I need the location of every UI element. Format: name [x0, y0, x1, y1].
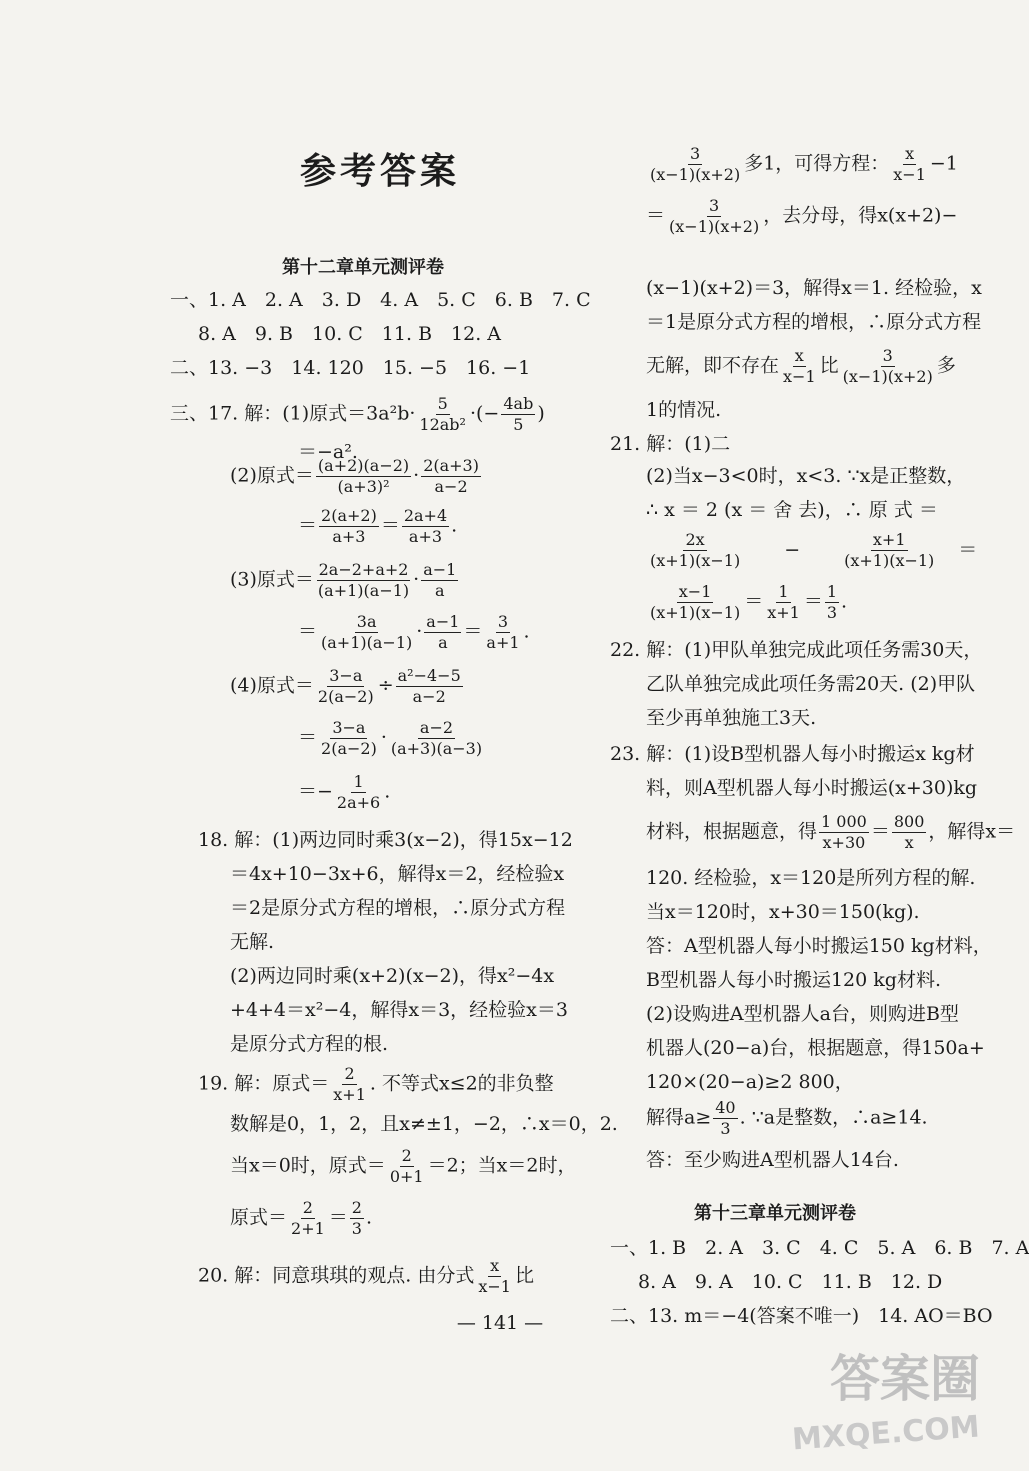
equation-line: ＝− $\frac{1}{2a+6}$ . [298, 772, 391, 812]
answer-line: 21. 解：(1)二 [610, 433, 731, 455]
answer-line: B型机器人每小时搬运120 kg材料. [646, 969, 941, 991]
answer-line: (2)两边同时乘(x+2)(x−2)，得x²−4x [230, 965, 555, 987]
answer-line: ＝4x+10−3x+6，解得x＝2，经检验x [230, 863, 565, 885]
watermark-logo: 答案圈 [830, 1350, 980, 1408]
equation-line: 当x＝0时，原式＝ $\frac{2}{0+1}$ ＝2；当x＝2时， [230, 1146, 577, 1186]
page-number: — 141 — [456, 1312, 544, 1334]
equation-line: 20. 解：同意琪琪的观点. 由分式 $\frac{x}{x-1}$ 比 [198, 1256, 534, 1296]
answer-line: (x−1)(x+2)＝3，解得x＝1. 经检验，x [646, 277, 982, 299]
equation-line: ＝ $\frac{3-a}{2(a-2)}$ · $\frac{a-2}{(a+3)(a-3)}$ [298, 718, 483, 758]
answer-line: 120×(20−a)≥2 800， [646, 1071, 854, 1093]
answer-line: ∴ x ＝ 2 (x ＝ 舍 去)，∴ 原 式 ＝ [646, 499, 938, 521]
answer-line: (2)设购进A型机器人a台，则购进B型 [646, 1003, 959, 1025]
answer-line: 二、13. −3 14. 120 15. −5 16. −1 [170, 357, 531, 379]
equation-line: 三、17. 解：(1)原式＝3a²b· $\frac{5}{\text{12ab²}}$ ·(− $\frac{4ab}{5}$ ) [170, 394, 545, 434]
answer-line: 是原分式方程的根. [230, 1033, 389, 1055]
equation-line: 材料，根据题意，得 $\frac{1 000}{x+30}$ ＝ $\frac{800}{x}$ ，解得x＝ [646, 812, 1016, 852]
answer-line: ＝1是原分式方程的增根，∴原分式方程 [646, 311, 982, 333]
answer-line: 120. 经检验，x＝120是所列方程的解. [646, 867, 976, 889]
answer-line: 1的情况. [646, 399, 722, 421]
answer-line: 22. 解：(1)甲队单独完成此项任务需30天， [610, 639, 983, 661]
answer-line: 23. 解：(1)设B型机器人每小时搬运x kg材 [610, 743, 975, 765]
answer-line: 当x＝120时，x+30＝150(kg). [646, 901, 920, 923]
equation-line: 无解，即不存在 $\frac{x}{x-1}$ 比 $\frac{3}{(x-1)(x+2)}$ 多 [646, 346, 956, 386]
answer-line: 答：至少购进A型机器人14台. [646, 1149, 899, 1171]
answer-line: 8. A 9. B 10. C 11. B 12. A [198, 323, 502, 345]
equation-line: (4)原式＝ $\frac{3-a}{2(a-2)}$ ÷ $\frac{\text{a²−4−5}}{a-2}$ [230, 666, 461, 706]
answer-line: 机器人(20−a)台，根据题意，得150a+ [646, 1037, 985, 1059]
equation-line: (2)原式＝ $\frac{(a+2)(a-2)}{\text{(a+3)²}}$ · $\frac{2(a+3)}{a-2}$ [230, 456, 479, 496]
answer-line: 18. 解：(1)两边同时乘3(x−2)，得15x−12 [198, 829, 573, 851]
section-heading: 第十三章单元测评卷 [694, 1203, 856, 1224]
equation-line: 原式＝ $\frac{2}{2+1}$ ＝ $\frac{2}{3}$ . [230, 1198, 373, 1238]
equation-line: ＝ $\frac{3}{(x-1)(x+2)}$ ，去分母，得x(x+2)− [646, 196, 958, 236]
answer-line: 答：A型机器人每小时搬运150 kg材料， [646, 935, 992, 957]
answer-line: +4+4＝x²−4，解得x＝3，经检验x＝3 [230, 999, 568, 1021]
answer-line: 一、1. A 2. A 3. D 4. A 5. C 6. B 7. C [170, 289, 591, 311]
section-heading: 第十二章单元测评卷 [282, 257, 444, 278]
watermark-url: MXQE.COM [791, 1409, 981, 1458]
equation-line: 解得a≥ $\frac{40}{3}$ . ∵a是整数，∴a≥14. [646, 1098, 928, 1138]
answer-line: (2)当x−3<0时，x<3. ∵x是正整数， [646, 465, 966, 487]
equation-line: (3)原式＝ $\frac{2a-2+a+2}{(a+1)(a-1)}$ · $\frac{a-1}{a}$ [230, 560, 457, 600]
answer-line: 乙队单独完成此项任务需20天. (2)甲队 [646, 673, 976, 695]
answer-line: 料，则A型机器人每小时搬运(x+30)kg [646, 777, 978, 799]
answer-line: 无解. [230, 931, 275, 953]
equation-line: $\frac{2x}{(x+1)(x-1)}$ − $\frac{x+1}{(x+1)(x-1)}$ ＝ [650, 530, 978, 570]
answer-line: 二、13. m＝−4(答案不唯一) 14. AO＝BO [610, 1305, 993, 1327]
equation-line: ＝ $\frac{2(a+2)}{a+3}$ ＝ $\frac{2a+4}{a+3}$ . [298, 506, 458, 546]
page-title: 参考答案 [300, 151, 461, 192]
answer-line: 一、1. B 2. A 3. C 4. C 5. A 6. B 7. A [610, 1237, 1029, 1259]
answer-line: 至少再单独施工3天. [646, 707, 817, 729]
answer-line: ＝2是原分式方程的增根，∴原分式方程 [230, 897, 566, 919]
answer-line: 8. A 9. A 10. C 11. B 12. D [638, 1271, 943, 1293]
answer-line: 数解是0，1，2，且x≠±1，−2，∴x＝0，2. [230, 1113, 618, 1135]
equation-line: 19. 解：原式＝ $\frac{2}{x+1}$ . 不等式x≤2的非负整 [198, 1064, 554, 1104]
equation-line: $\frac{3}{(x-1)(x+2)}$ 多1，可得方程： $\frac{x}{x-1}$ −1 [650, 144, 958, 184]
equation-line: $\frac{x-1}{(x+1)(x-1)}$ ＝ $\frac{1}{x+1}$ ＝ $\frac{1}{3}$ . [650, 582, 848, 622]
equation-line: ＝−a². [298, 441, 358, 463]
equation-line: ＝ $\frac{3a}{(a+1)(a-1)}$ · $\frac{a-1}{a}$ ＝ $\frac{3}{a+1}$ . [298, 612, 530, 652]
